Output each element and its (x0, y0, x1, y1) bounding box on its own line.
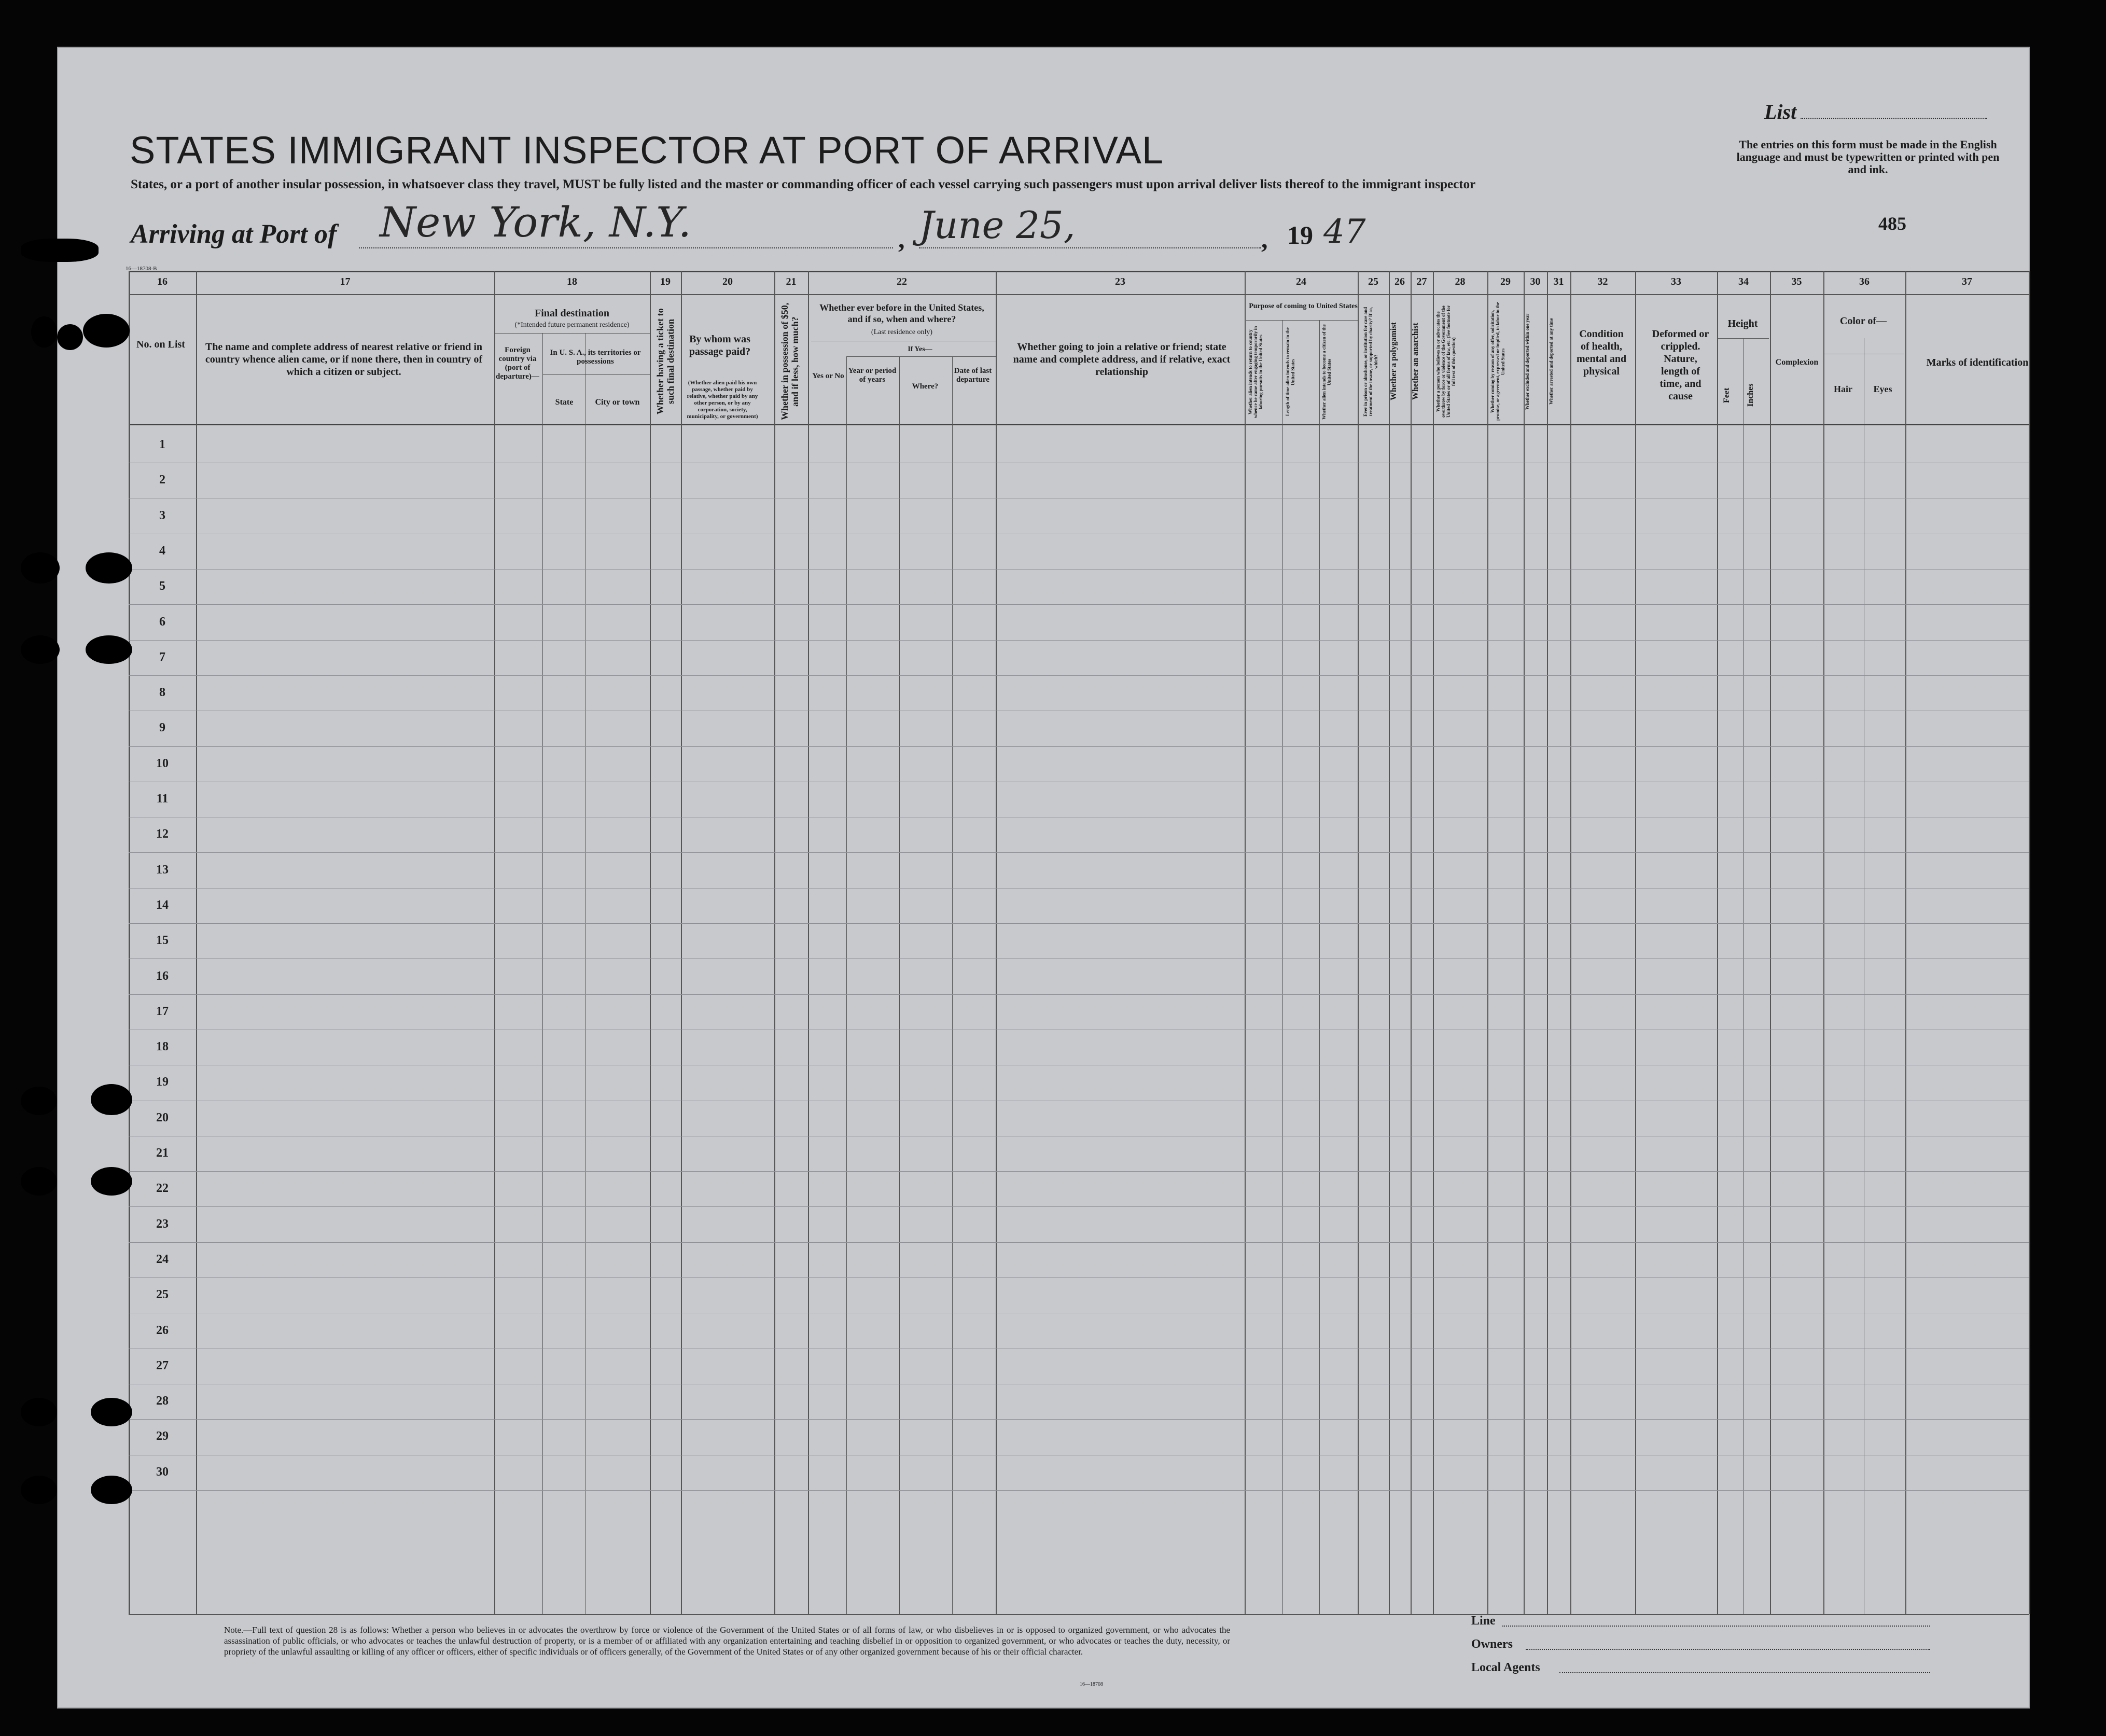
col-24-title: Purpose of coming to United States (1249, 302, 1358, 310)
column-number: 32 (1597, 276, 1608, 287)
col-24-c: Whether alien intends to become a citizen of the United States (1321, 324, 1332, 420)
row-line (129, 1171, 2029, 1172)
col-23-header: Whether going to join a relative or friend; state name and complete address, and if relative, exact relationship (1013, 341, 1231, 378)
column-number: 16 (157, 276, 168, 287)
row-number: 2 (159, 473, 165, 487)
arriving-label: Arriving at Port of (131, 219, 337, 249)
row-number: 15 (156, 934, 169, 948)
col-27-header: Whether an anarchist (1411, 323, 1420, 400)
col-24-a: Whether alien intends to return to country whence he came after engaging temporarily in laboring pursuits in the United States (1248, 326, 1263, 418)
row-number: 25 (156, 1288, 169, 1302)
col-18-rule-1 (494, 333, 650, 334)
col-22-yesno: Yes or No (812, 372, 844, 380)
row-number: 5 (159, 579, 165, 593)
row-number: 4 (159, 544, 165, 558)
row-number: 12 (156, 827, 169, 841)
column-number: 33 (1671, 276, 1681, 287)
column-number: 19 (660, 276, 671, 287)
row-number: 16 (156, 969, 169, 983)
row-number: 30 (156, 1465, 169, 1479)
col-29-header: Whether coming by reason of any offer, solicitation, promise, or agreement, expressed or implied, to labor in the United States (1490, 302, 1505, 421)
punch-hole (21, 552, 60, 584)
row-number: 28 (156, 1394, 169, 1408)
row-line (129, 994, 2029, 995)
date-line (919, 247, 1261, 248)
col-18-title: Final destination (535, 308, 609, 319)
col-36-title: Color of— (1839, 315, 1887, 327)
column-number: 26 (1394, 276, 1405, 287)
row-number: 13 (156, 863, 169, 877)
column-number: 20 (722, 276, 733, 287)
punch-hole (21, 239, 99, 262)
row-line (129, 1419, 2029, 1420)
col-28-header: Whether a person who believes in or advocates the overthrow by force or violence of the Government of the United States or of all forms of law, etc. (See footnote for full text of this question) (1435, 305, 1456, 418)
list-label: List (1764, 100, 1797, 123)
row-number: 14 (156, 898, 169, 912)
col-21-header: Whether in possession of $50, and if less, how much? (779, 302, 800, 421)
col-32-header: Condition of health, mental and physical (1576, 328, 1627, 377)
row-number: 22 (156, 1182, 169, 1196)
col-22-date: Date of last departure (954, 367, 992, 384)
year-prefix: 19 (1287, 220, 1313, 249)
col-30-header: Whether excluded and deported within one year (1525, 313, 1530, 410)
col-33-header: Deformed or crippled. Nature, length of time, and cause (1652, 328, 1709, 402)
col-22-rule-2 (846, 356, 996, 357)
agents-label: Local Agents (1471, 1661, 1540, 1674)
col-34-rule (1717, 338, 1769, 339)
column-number: 22 (897, 276, 907, 287)
manifest-sheet (57, 47, 2030, 1709)
row-number: 6 (159, 615, 165, 629)
row-line (129, 923, 2029, 924)
row-number: 1 (159, 438, 165, 451)
column-number: 28 (1455, 276, 1466, 287)
comma-1: , (898, 225, 905, 254)
row-number: 7 (159, 650, 165, 664)
col-34-title: Height (1727, 318, 1758, 329)
row-number: 23 (156, 1217, 169, 1231)
col-24-rule (1246, 320, 1358, 321)
column-number: 23 (1115, 276, 1125, 287)
row-number: 11 (156, 792, 169, 805)
column-number: 29 (1500, 276, 1511, 287)
col-22-where: Where? (912, 382, 939, 391)
list-number-line (1801, 118, 1987, 119)
col-22-title: Whether ever before in the United States, and if so, when and where? (819, 302, 984, 324)
col-18-usa: In U. S. A., its territories or possessions (550, 349, 641, 366)
row-line (129, 569, 2029, 570)
row-number: 26 (156, 1323, 169, 1337)
form-subtitle: States, or a port of another insular possession, in whatsoever class they travel, MUST be fully listed and the master or commanding officer of each vessel carrying such passengers must upon arrival deliver lists thereof to the immigrant inspector (131, 177, 1476, 191)
row-line (129, 852, 2029, 853)
col-20-note: (Whether alien paid his own passage, whether paid by relative, whether paid by any other person, or by any corporation, society, municipality, or government) (687, 380, 758, 420)
row-line (129, 1490, 2029, 1491)
column-number: 25 (1368, 276, 1378, 287)
form-instructions: The entries on this form must be made in the English language and must be typewritten or printed with pen and ink. (1736, 138, 2000, 176)
row-number: 10 (156, 756, 169, 770)
column-number: 17 (340, 276, 351, 287)
date-handwritten: June 25, (919, 203, 1076, 247)
column-rule (2029, 271, 2030, 1614)
col-36-hair: Hair (1834, 384, 1852, 394)
year-handwritten: 47 (1323, 213, 1366, 251)
punch-hole (57, 324, 83, 350)
punch-hole (86, 552, 132, 584)
column-number: 21 (786, 276, 797, 287)
col-16-header: No. on List (136, 339, 185, 350)
col-18-city: City or town (595, 398, 640, 407)
row-number: 24 (156, 1252, 169, 1266)
column-number: 27 (1416, 276, 1427, 287)
row-number: 3 (159, 508, 165, 522)
form-code: 16—18708-B (125, 266, 157, 272)
port-handwritten: New York, N.Y. (380, 198, 692, 246)
line-label: Line (1471, 1614, 1496, 1628)
col-26-header: Whether a polygamist (1389, 322, 1398, 401)
punch-hole (21, 635, 60, 664)
col-18-foreign: Foreign country via (port of departure)— (496, 346, 539, 381)
row-number: 20 (156, 1110, 169, 1124)
col-22-ifyes: If Yes— (908, 345, 932, 353)
col-34-inches: Inches (1746, 383, 1755, 407)
col-37-header: Marks of identification (1926, 357, 2029, 368)
row-number: 9 (159, 721, 165, 735)
col-34-feet: Feet (1722, 387, 1731, 403)
row-number: 8 (159, 686, 165, 700)
punch-hole (21, 1398, 57, 1426)
col-22-years: Year or period of years (848, 367, 897, 384)
column-number: 34 (1738, 276, 1749, 287)
punch-hole (91, 1398, 132, 1426)
row-lines (129, 426, 2029, 1614)
col-35-header: Complexion (1775, 358, 1819, 367)
form-title: STATES IMMIGRANT INSPECTOR AT PORT OF ARRIVAL (130, 129, 1164, 172)
column-number: 36 (1859, 276, 1870, 287)
row-number: 21 (156, 1146, 169, 1160)
row-number: 29 (156, 1429, 169, 1443)
col-18-state: State (555, 398, 574, 407)
column-number: 37 (1962, 276, 1972, 287)
page-number: 485 (1878, 213, 1906, 234)
column-number: 31 (1553, 276, 1564, 287)
row-line (129, 675, 2029, 676)
column-number: 18 (567, 276, 577, 287)
manifest-table (129, 271, 2029, 1619)
punch-hole (31, 316, 57, 348)
footer-note: Note.—Full text of question 28 is as follows: Whether a person who believes in or advocates the overthrow by force or violence of the Government of the United States or of all forms of law, or who disbelieves in or is opposed to organized government, or who advocates the assassination of public officials, or who advocates or teaches the unlawful destruction of property, or is a member of or affiliated with any organization entertaining and teaching disbelief in or opposition to organized government, or who advocates or teaches the duty, necessity, or propriety of the unlawful assaulting or killing of any officer or officers, either of specific individuals or of officers generally, of the Government of the United States or of any other organized government because of his or their official character. (224, 1625, 1230, 1657)
row-number: 27 (156, 1358, 169, 1372)
comma-2: , (1261, 225, 1268, 254)
port-line (359, 247, 893, 248)
col-18-rule-2 (542, 374, 650, 375)
line-field (1502, 1626, 1930, 1627)
column-number: 24 (1296, 276, 1306, 287)
col-22-note: (Last residence only) (871, 328, 933, 336)
col-19-header: Whether having a ticket to such final destination (655, 308, 676, 415)
row-line (129, 640, 2029, 641)
column-number: 30 (1530, 276, 1541, 287)
col-17-header: The name and complete address of nearest relative or friend in country whence alien came, or if none there, then in country of which a citizen or subject. (205, 341, 483, 378)
agents-field (1559, 1672, 1930, 1673)
punch-hole (83, 314, 130, 348)
punch-hole (86, 635, 132, 664)
punch-hole (91, 1084, 132, 1115)
row-line (129, 1242, 2029, 1243)
col-31-header: Whether arrested and deported at any time (1549, 318, 1554, 405)
punch-hole (21, 1087, 57, 1115)
column-numbers (129, 271, 2029, 294)
col-20-title: By whom was passage paid? (689, 334, 751, 357)
col-24-b: Length of time alien intends to remain in the United States (1285, 327, 1295, 416)
owners-label: Owners (1471, 1637, 1513, 1651)
row-line (129, 746, 2029, 747)
row-number: 17 (156, 1004, 169, 1018)
col-36-eyes: Eyes (1873, 384, 1892, 394)
footer-form-code: 16—18708 (1080, 1682, 1103, 1687)
punch-hole (91, 1167, 132, 1196)
row-number: 19 (156, 1075, 169, 1089)
row-line (129, 604, 2029, 605)
col-25-header: Ever in prison or almshouse, or institution for care and treatment of the insane, or supported by charity? If so, which? (1363, 307, 1378, 416)
punch-hole (91, 1476, 132, 1504)
column-number: 35 (1791, 276, 1802, 287)
owners-field (1526, 1649, 1930, 1650)
row-line (129, 1277, 2029, 1278)
row-number: 18 (156, 1040, 169, 1054)
punch-hole (21, 1476, 57, 1504)
punch-hole (21, 1167, 57, 1196)
table-bottom-border (129, 1614, 2029, 1615)
col-18-note: (*Intended future permanent residence) (514, 321, 630, 329)
row-line (129, 1206, 2029, 1207)
